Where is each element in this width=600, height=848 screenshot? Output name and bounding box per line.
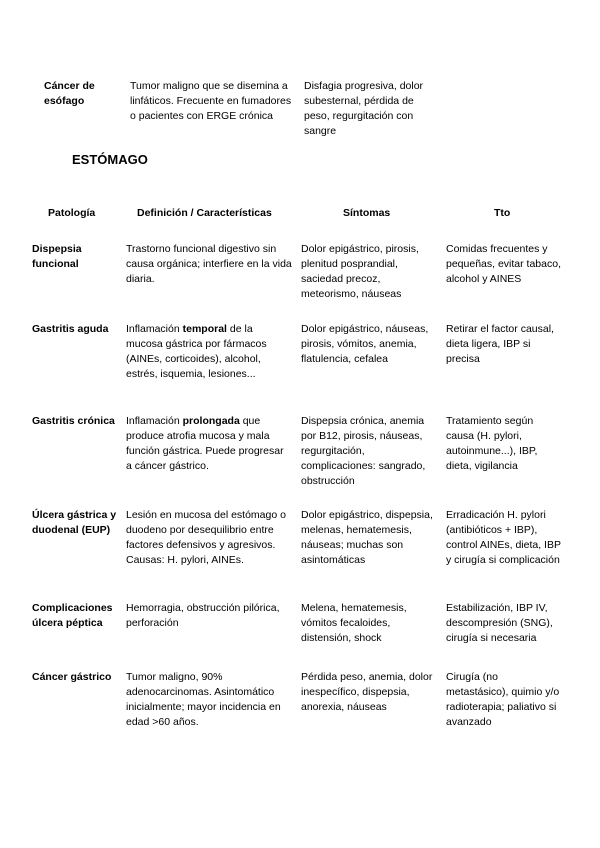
definition-emphasis: temporal — [182, 323, 227, 335]
row-symptoms: Disfagia progresiva, dolor subesternal, pérdida de peso, regurgitación con sangre — [304, 80, 424, 137]
row-definition: Trastorno funcional digestivo sin causa orgánica; interfiere en la vida diaria. — [126, 243, 292, 285]
definition-text: Inflamación — [126, 415, 183, 427]
row-name: Dispepsia funcional — [32, 243, 82, 270]
row-treatment: Comidas frecuentes y pequeñas, evitar tabaco, alcohol y AINES — [446, 243, 561, 285]
row-name: Gastritis aguda — [32, 323, 109, 335]
row-definition: Lesión en mucosa del estómago o duodeno por desequilibrio entre factores defensivos y agresivos. Causas: H. pylori, AINEs. — [126, 509, 286, 566]
row-symptoms: Dolor epigástrico, náuseas, pirosis, vómitos, anemia, flatulencia, cefalea — [301, 323, 429, 365]
row-treatment: Estabilización, IBP IV, descompresión (SNG), cirugía si necesaria — [446, 602, 553, 644]
row-symptoms: Dispepsia crónica, anemia por B12, pirosis, náuseas, regurgitación, complicaciones: sangrado, obstrucción — [301, 415, 426, 487]
row-definition — [126, 322, 292, 382]
row-definition: Hemorragia, obstrucción pilórica, perforación — [126, 602, 280, 629]
row-name: Gastritis crónica — [32, 415, 115, 427]
row-definition — [126, 414, 292, 474]
definition-text: de la mucosa gástrica por fármacos (AINEs, corticoides), alcohol, estrés, isquemia, lesiones... — [126, 323, 267, 380]
row-definition: Tumor maligno, 90% adenocarcinomas. Asintomático inicialmente; mayor incidencia en edad >60 años. — [126, 671, 281, 728]
definition-emphasis: prolongada — [182, 415, 240, 427]
row-name: Úlcera gástrica y duodenal (EUP) — [32, 509, 117, 536]
definition-text: que produce atrofia mucosa y mala función gástrica. Puede progresar a cáncer gástrico. — [126, 415, 284, 472]
header-sintomas: Síntomas — [343, 207, 391, 219]
row-symptoms: Dolor epigástrico, dispepsia, melenas, hematemesis, náuseas; muchas son asintomáticas — [301, 509, 433, 566]
header-definicion: Definición / Características — [137, 207, 272, 219]
row-symptoms: Dolor epigástrico, pirosis, plenitud posprandial, saciedad precoz, meteorismo, náuseas — [301, 243, 419, 300]
row-symptoms: Pérdida peso, anemia, dolor inespecífico, dispepsia, anorexia, náuseas — [301, 671, 433, 713]
row-treatment: Retirar el factor causal, dieta ligera, IBP si precisa — [446, 323, 554, 365]
row-treatment: Erradicación H. pylori (antibióticos + IBP), control AINEs, dieta, IBP y cirugía si complicación — [446, 509, 561, 566]
section-title: ESTÓMAGO — [72, 152, 148, 167]
row-treatment: Cirugía (no metastásico), quimio y/o radioterapia; paliativo si avanzado — [446, 671, 560, 728]
header-patologia: Patología — [48, 207, 96, 219]
header-tto: Tto — [494, 207, 511, 219]
row-name: Complicaciones úlcera péptica — [32, 602, 113, 629]
row-name: Cáncer gástrico — [32, 671, 112, 683]
row-treatment: Tratamiento según causa (H. pylori, autoinmune...), IBP, dieta, vigilancia — [446, 415, 538, 472]
row-name: Cáncer de esófago — [44, 80, 95, 107]
row-symptoms: Melena, hematemesis, vómitos fecaloides, distensión, shock — [301, 602, 407, 644]
definition-text: Inflamación — [126, 323, 183, 335]
row-definition: Tumor maligno que se disemina a linfáticos. Frecuente en fumadores o pacientes con ERGE crónica — [130, 80, 292, 122]
